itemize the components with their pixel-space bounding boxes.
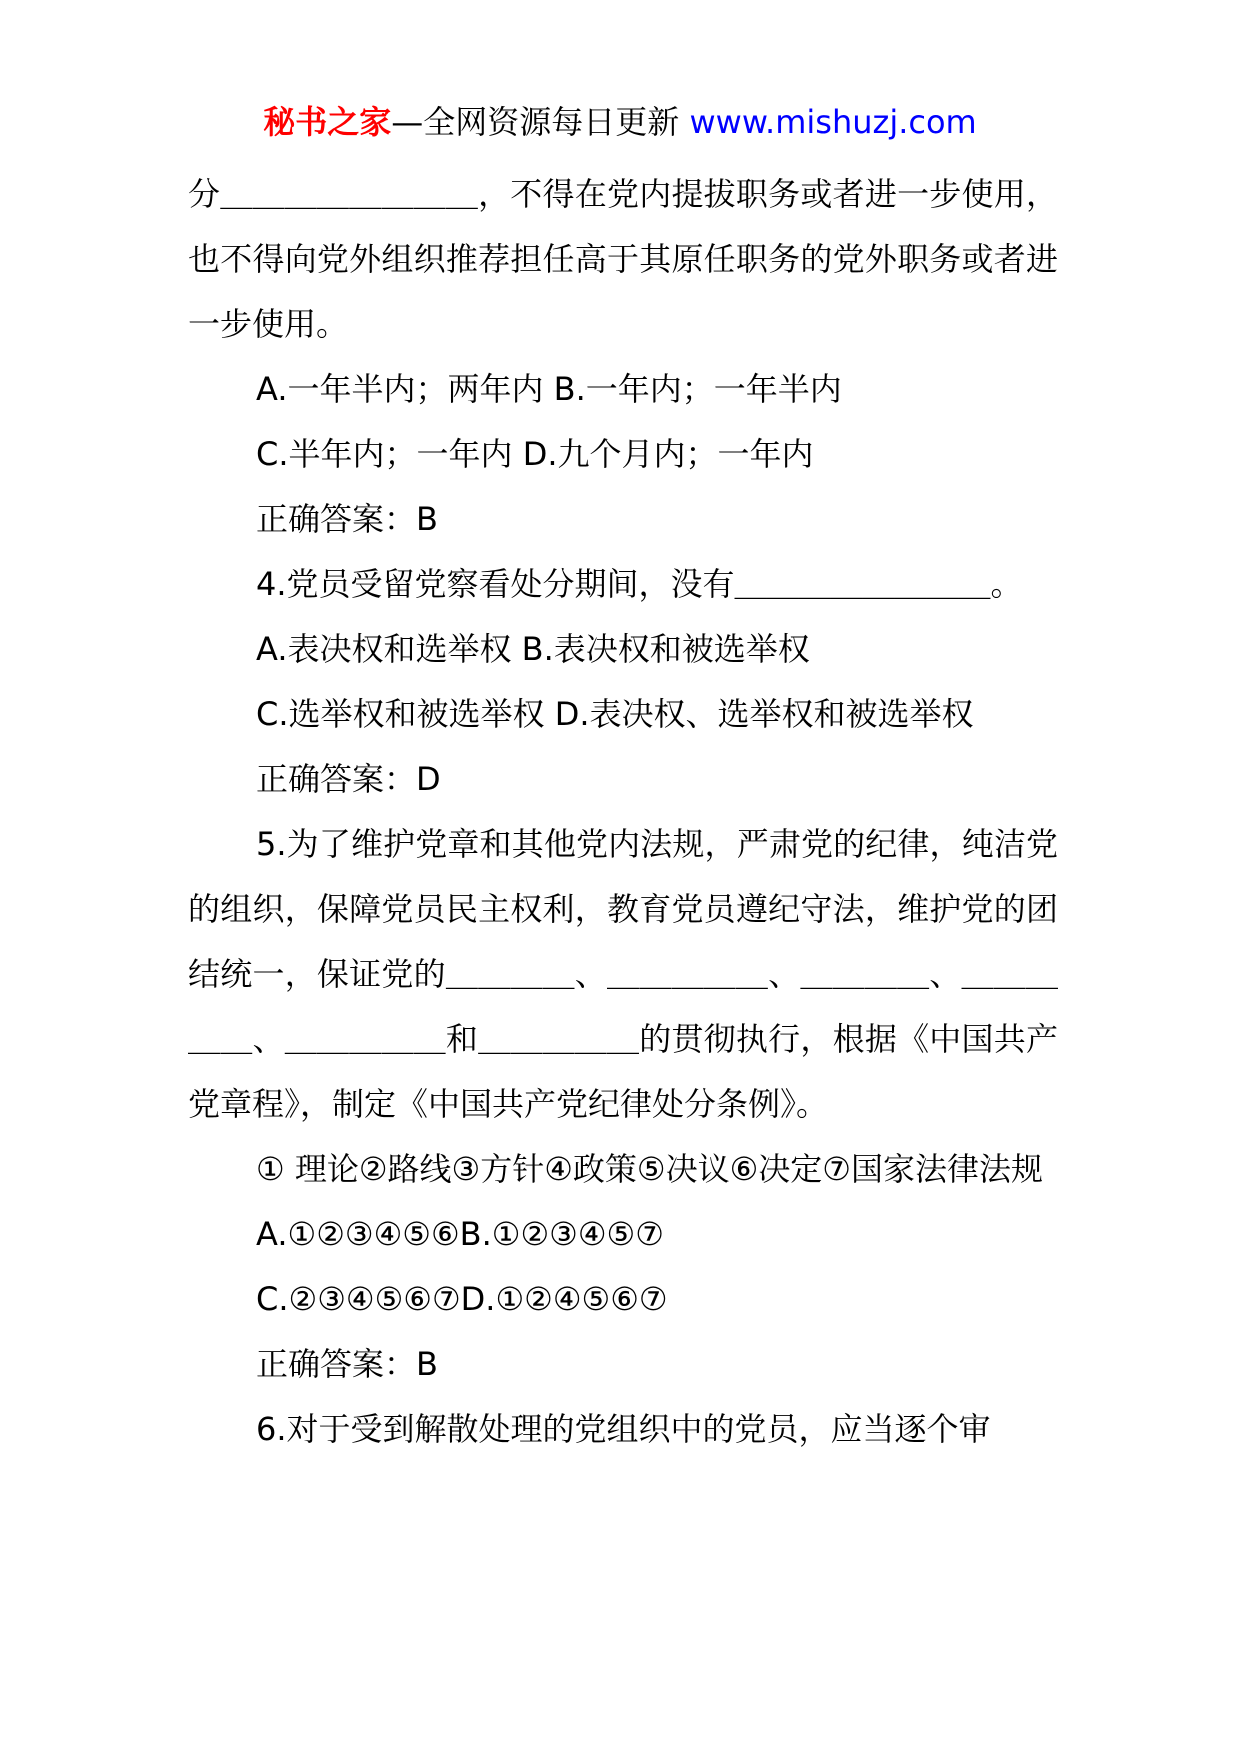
paragraph-continued-question: 分＿＿＿＿＿＿＿＿，不得在党内提拔职务或者进一步使用，也不得向党外组织推荐担任高于其原任职务的党外职务或者进一步使用。 (188, 175, 1058, 343)
option-line-a-b: A.表决权和选举权 B.表决权和被选举权 (256, 630, 810, 668)
choice-items: ① 理论②路线③方针④政策⑤决议⑥决定⑦国家法律法规 (256, 1150, 1043, 1188)
header-tagline: —全网资源每日更新 (391, 103, 680, 141)
question-5: 5.为了维护党章和其他党内法规，严肃党的纪律，纯洁党的组织，保障党员民主权利，教育党员遵纪守法，维护党的团结统一，保证党的＿＿＿＿、＿＿＿＿＿、＿＿＿＿、＿＿＿＿＿、＿＿＿＿＿和＿＿＿＿＿的贯彻执行，根据《中国共产党章程》，制定《中国共产党纪律处分条例》。 (188, 825, 1058, 1123)
document-body (188, 162, 1058, 1462)
answer-line: 正确答案：D (256, 760, 441, 798)
option-line-a-b: A.一年半内；两年内 B.一年内；一年半内 (256, 370, 842, 408)
answer-line: 正确答案：B (256, 1345, 438, 1383)
option-line-c-d: C.②③④⑤⑥⑦D.①②④⑤⑥⑦ (256, 1280, 668, 1318)
brand-name: 秘书之家 (263, 103, 392, 141)
answer-line: 正确答案：B (256, 500, 438, 538)
option-line-c-d: C.选举权和被选举权 D.表决权、选举权和被选举权 (256, 695, 974, 733)
option-line-c-d: C.半年内；一年内 D.九个月内；一年内 (256, 435, 814, 473)
website-link[interactable]: www.mishuzj.com (689, 103, 977, 141)
option-line-a-b: A.①②③④⑤⑥B.①②③④⑤⑦ (256, 1215, 664, 1253)
question-4: 4.党员受留党察看处分期间，没有＿＿＿＿＿＿＿＿。 (256, 565, 1023, 603)
page-header (0, 98, 1240, 146)
question-6: 6.对于受到解散处理的党组织中的党员，应当逐个审 (256, 1410, 991, 1448)
